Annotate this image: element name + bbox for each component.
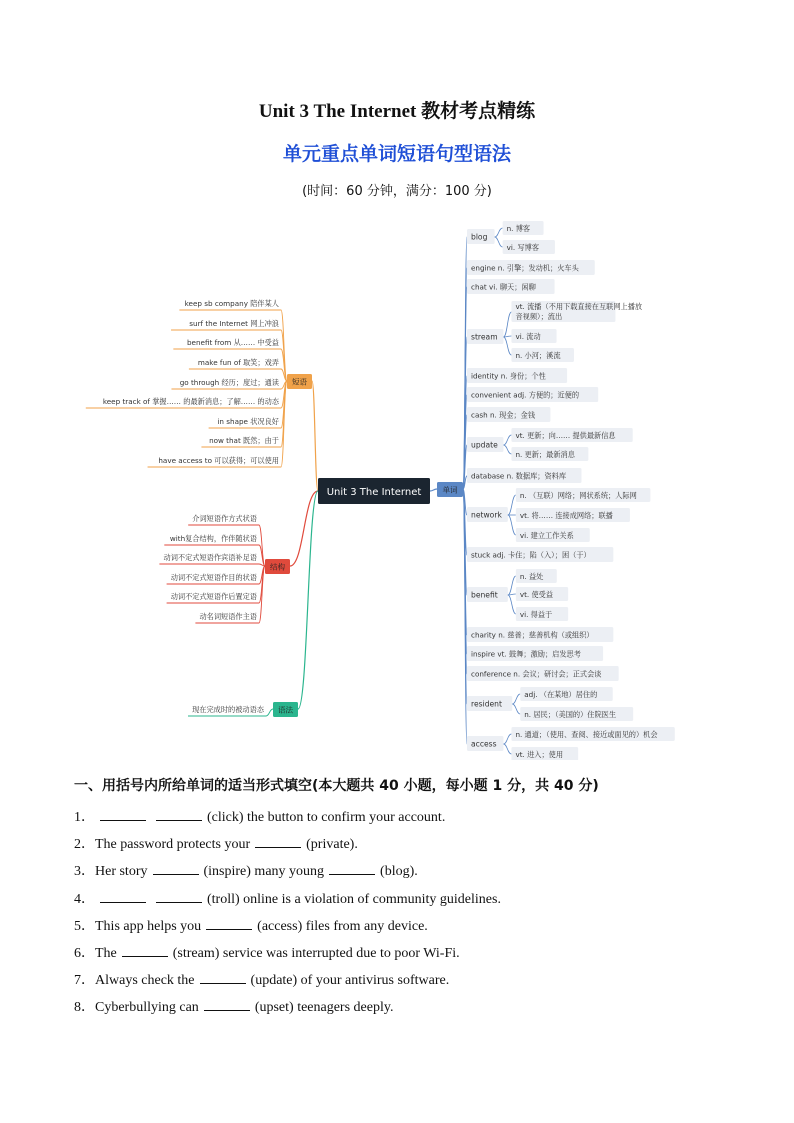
sense-item: vt. 使受益	[519, 590, 554, 599]
answer-blank[interactable]	[255, 834, 301, 848]
question-text: Always check the	[95, 973, 195, 989]
leaf-phrases: go through 经历；度过；通读	[179, 378, 279, 387]
leaf-structures: 动词不定式短语作后置定语	[170, 592, 257, 601]
question-text: (click) the button to confirm your account.	[207, 810, 446, 825]
answer-blank[interactable]	[153, 861, 199, 875]
leaf-grammar: 现在完成时的被动语态	[192, 705, 264, 714]
section-heading: 一、用括号内所给单词的适当形式填空(本大题共 40 小题，每小题 1 分，共 40 分)	[74, 778, 599, 794]
question-text: (blog).	[380, 864, 418, 880]
sense-item: n. 小河；溪流	[515, 351, 561, 360]
connector	[503, 435, 511, 445]
connector	[503, 312, 511, 337]
answer-blank[interactable]	[200, 970, 246, 984]
connector	[508, 576, 516, 595]
connector	[495, 228, 503, 237]
answer-blank[interactable]	[329, 861, 375, 875]
question-text: The password protects your	[95, 837, 251, 853]
connector	[503, 734, 511, 744]
sense-item: n. 益处	[519, 572, 544, 581]
connector	[508, 595, 516, 614]
question-item	[74, 833, 358, 853]
connector	[495, 237, 503, 247]
leaf-phrases: now that 既然；由于	[209, 436, 279, 445]
sense-item: 音视频）；流出	[515, 312, 563, 321]
question-item	[74, 996, 393, 1016]
question-number: 4．	[74, 891, 95, 907]
word-item: inspire vt. 鼓舞；激励；启发思考	[471, 649, 581, 659]
connector	[290, 491, 318, 566]
page-subtitle: 单元重点单词短语句型语法	[282, 143, 511, 165]
answer-blank[interactable]	[100, 807, 146, 821]
leaf-structures: 动词不定式短语作宾语补足语	[163, 553, 257, 562]
question-item	[74, 942, 460, 962]
question-number: 8．	[74, 1000, 95, 1016]
leaf-phrases: in shape 状况良好	[217, 417, 279, 426]
category-grammar-label: 语法	[278, 705, 293, 715]
word-head: access	[471, 739, 497, 749]
question-number: 5．	[74, 918, 95, 934]
word-item: charity n. 慈善；慈善机构（或组织）	[471, 630, 594, 640]
leaf-phrases: benefit from 从…… 中受益	[186, 338, 279, 347]
question-number: 7．	[74, 973, 95, 989]
answer-blank[interactable]	[156, 889, 202, 903]
word-head: blog	[471, 232, 488, 242]
question-item	[74, 806, 445, 826]
answer-blank[interactable]	[204, 997, 250, 1011]
word-item: conference n. 会议；研讨会；正式会谈	[471, 669, 602, 679]
sense-item: n. 居民；（美国的）住院医生	[524, 710, 617, 719]
leaf-phrases: make fun of 取笑；戏弄	[197, 358, 279, 367]
leaf-structures: with复合结构，作伴随状语	[169, 534, 257, 543]
connector	[266, 709, 273, 716]
word-item: chat vi. 聊天；闲聊	[471, 282, 536, 292]
connector	[281, 310, 287, 381]
category-words-label: 单词	[442, 485, 458, 495]
center-node-label: Unit 3 The Internet	[326, 487, 422, 498]
sense-item: n. （互联）网络；网状系统；人际网	[519, 491, 637, 500]
question-item	[74, 969, 449, 989]
word-head: update	[471, 440, 498, 450]
mind-map	[0, 200, 794, 760]
question-text: (update) of your antivirus software.	[250, 973, 450, 989]
word-item: cash n. 现金；金钱	[471, 410, 536, 420]
connector	[298, 491, 318, 709]
connector	[503, 744, 511, 754]
category-structures-label: 结构	[270, 562, 285, 572]
question-text: (troll) online is a violation of community guidelines.	[207, 891, 501, 907]
sense-item: vi. 写博客	[506, 243, 540, 252]
category-phrases-label: 短语	[292, 377, 307, 387]
answer-blank[interactable]	[100, 889, 146, 903]
word-head: benefit	[471, 590, 498, 600]
connector	[312, 381, 318, 491]
leaf-structures: 动名词短语作主语	[199, 612, 257, 621]
question-text: (access) files from any device.	[257, 918, 428, 934]
connector	[512, 694, 520, 704]
answer-blank[interactable]	[206, 916, 252, 930]
word-item: stuck adj. 卡住；陷（入）；困（于）	[471, 550, 591, 560]
connector	[430, 489, 437, 491]
leaf-phrases: keep sb company 陪伴某人	[184, 299, 279, 308]
question-number: 2．	[74, 837, 95, 853]
word-item: convenient adj. 方便的；近便的	[471, 390, 580, 400]
question-text: (private).	[306, 837, 358, 853]
leaf-phrases: keep track of 掌握…… 的最新消息；了解…… 的动态	[102, 397, 279, 406]
question-item	[74, 860, 418, 880]
question-item	[74, 888, 501, 908]
connector	[508, 495, 516, 515]
question-text: Her story	[95, 864, 148, 880]
leaf-phrases: surf the Internet 网上冲浪	[189, 319, 279, 328]
sense-item: n. 博客	[506, 224, 531, 233]
leaf-structures: 动词不定式短语作目的状语	[170, 573, 257, 582]
question-text: This app helps you	[95, 918, 202, 934]
question-text: The	[95, 946, 117, 961]
sense-item: n. 通道；（使用、查阅、接近或面见的）机会	[515, 730, 658, 739]
sense-item: vi. 得益于	[519, 610, 553, 619]
question-item	[74, 915, 428, 935]
page-title: Unit 3 The Internet 教材考点精练	[258, 101, 536, 122]
sense-item: vi. 建立工作关系	[519, 531, 574, 540]
answer-blank[interactable]	[156, 807, 202, 821]
word-head: stream	[471, 332, 498, 342]
sense-item: vt. 将…… 连接成网络；联播	[519, 511, 613, 520]
word-head: network	[471, 510, 502, 520]
sense-item: adj. （在某地）居住的	[524, 690, 598, 699]
time-info: (时间：60 分钟，满分：100 分)	[302, 184, 492, 199]
answer-blank[interactable]	[122, 943, 168, 957]
connector	[503, 445, 511, 454]
question-number: 3．	[74, 864, 95, 880]
connector	[508, 515, 516, 535]
question-text: (inspire) many young	[203, 864, 325, 880]
sense-item: vt. 进入；使用	[515, 750, 564, 759]
sense-item: n. 更新；最新消息	[515, 450, 575, 459]
leaf-phrases: have access to 可以获得；可以使用	[158, 456, 279, 465]
question-number: 6．	[74, 946, 95, 961]
word-item: identity n. 身份；个性	[471, 371, 546, 381]
word-item: database n. 数据库；资料库	[471, 471, 567, 481]
question-text: (stream) service was interrupted due to poor Wi-Fi.	[172, 946, 460, 961]
leaf-structures: 介词短语作方式状语	[192, 514, 257, 523]
connector	[503, 337, 511, 355]
word-item: engine n. 引擎；发动机；火车头	[471, 263, 579, 273]
connector	[512, 704, 520, 714]
sense-item: vt. 更新；向…… 提供最新信息	[515, 431, 616, 440]
question-number: 1．	[74, 810, 95, 825]
question-text: Cyberbullying can	[95, 1000, 199, 1016]
word-head: resident	[471, 699, 502, 709]
sense-item: vt. 流播（不用下载直接在互联网上播放	[515, 302, 643, 311]
sense-item: vi. 流动	[515, 332, 541, 341]
question-text: (upset) teenagers deeply.	[254, 1000, 394, 1016]
